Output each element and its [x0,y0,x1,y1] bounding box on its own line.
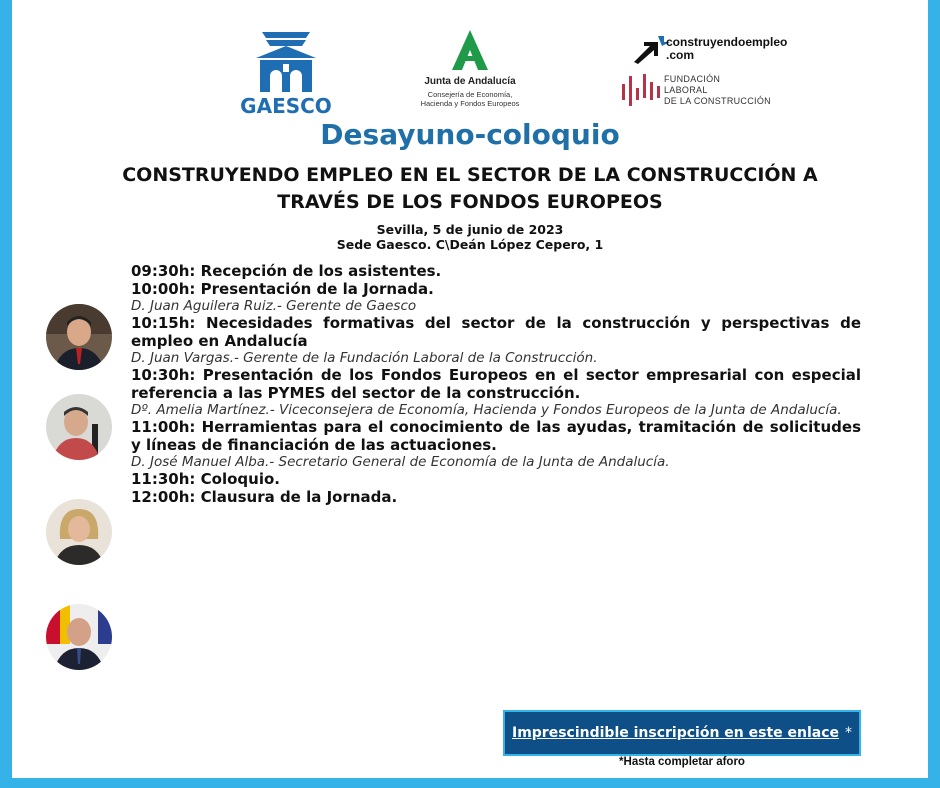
agenda-item-1200: 12:00h: Clausura de la Jornada. [131,488,398,506]
speaker-avatar-vargas [46,394,112,460]
agenda [131,262,861,506]
fundacion-laboral-name: FUNDACIÓN LABORAL DE LA CONSTRUCCIÓN [664,74,771,106]
junta-name: Junta de Andalucía [424,76,516,87]
page-title: Desayuno-coloquio [320,118,620,151]
event-subtitle: CONSTRUYENDO EMPLEO EN EL SECTOR DE LA CONSTRUCCIÓN A TRAVÉS DE LOS FONDOS EUROPEOS [122,164,818,213]
speaker-avatar-aguilera [46,304,112,370]
speaker-avatar-alba [46,604,112,670]
gaesco-logo [240,24,332,120]
agenda-item-1000: 10:00h: Presentación de la Jornada. [131,280,434,298]
junta-department: Consejería de Economía, Hacienda y Fondos Europeos [420,90,520,108]
fundacion-bars-icon [620,70,662,106]
registration-asterisk: * [845,725,853,741]
speaker-avatar-martinez [46,499,112,565]
gaesco-logo-text: GAESCO [240,94,332,118]
logo-row [0,24,940,120]
construyendoempleo-domain: construyendoempleo .com [666,35,788,62]
arrow-icon [630,34,670,64]
speaker-martinez: Dº. Amelia Martínez.- Viceconsejera de Economía, Hacienda y Fondos Europeos de la Junta de Andalucía. [131,402,842,418]
junta-emblem-icon [450,28,490,72]
event-venue: Sede Gaesco. C\Deán López Cepero, 1 [336,237,604,252]
construyendoempleo-logo [620,34,800,119]
agenda-item-0930: 09:30h: Recepción de los asistentes. [131,262,442,280]
agenda-item-1015: 10:15h: Necesidades formativas del sector de la construcción y perspectivas de empleo en Andalucía [131,314,861,350]
gaesco-emblem-icon [240,24,332,96]
junta-andalucia-logo [410,28,530,118]
event-meta [0,222,940,252]
speaker-vargas: D. Juan Vargas.- Gerente de la Fundación Laboral de la Construcción. [131,350,598,366]
registration-button[interactable] [503,710,861,756]
speaker-alba: D. José Manuel Alba.- Secretario General de Economía de la Junta de Andalucía. [131,454,670,470]
agenda-item-1100: 11:00h: Herramientas para el conocimiento de las ayudas, tramitación de solicitudes y líneas de financiación de las actuaciones. [131,418,861,454]
agenda-item-1130: 11:30h: Coloquio. [131,470,280,488]
capacity-note: *Hasta completar aforo [619,756,745,768]
speaker-aguilera: D. Juan Aguilera Ruiz.- Gerente de Gaesco [131,298,417,314]
agenda-item-1030: 10:30h: Presentación de los Fondos Europeos en el sector empresarial con especial referencia a las PYMES del sector de la construcción. [131,366,861,402]
event-date: Sevilla, 5 de junio de 2023 [376,222,564,237]
registration-link[interactable]: Imprescindible inscripción en este enlace [511,725,840,741]
